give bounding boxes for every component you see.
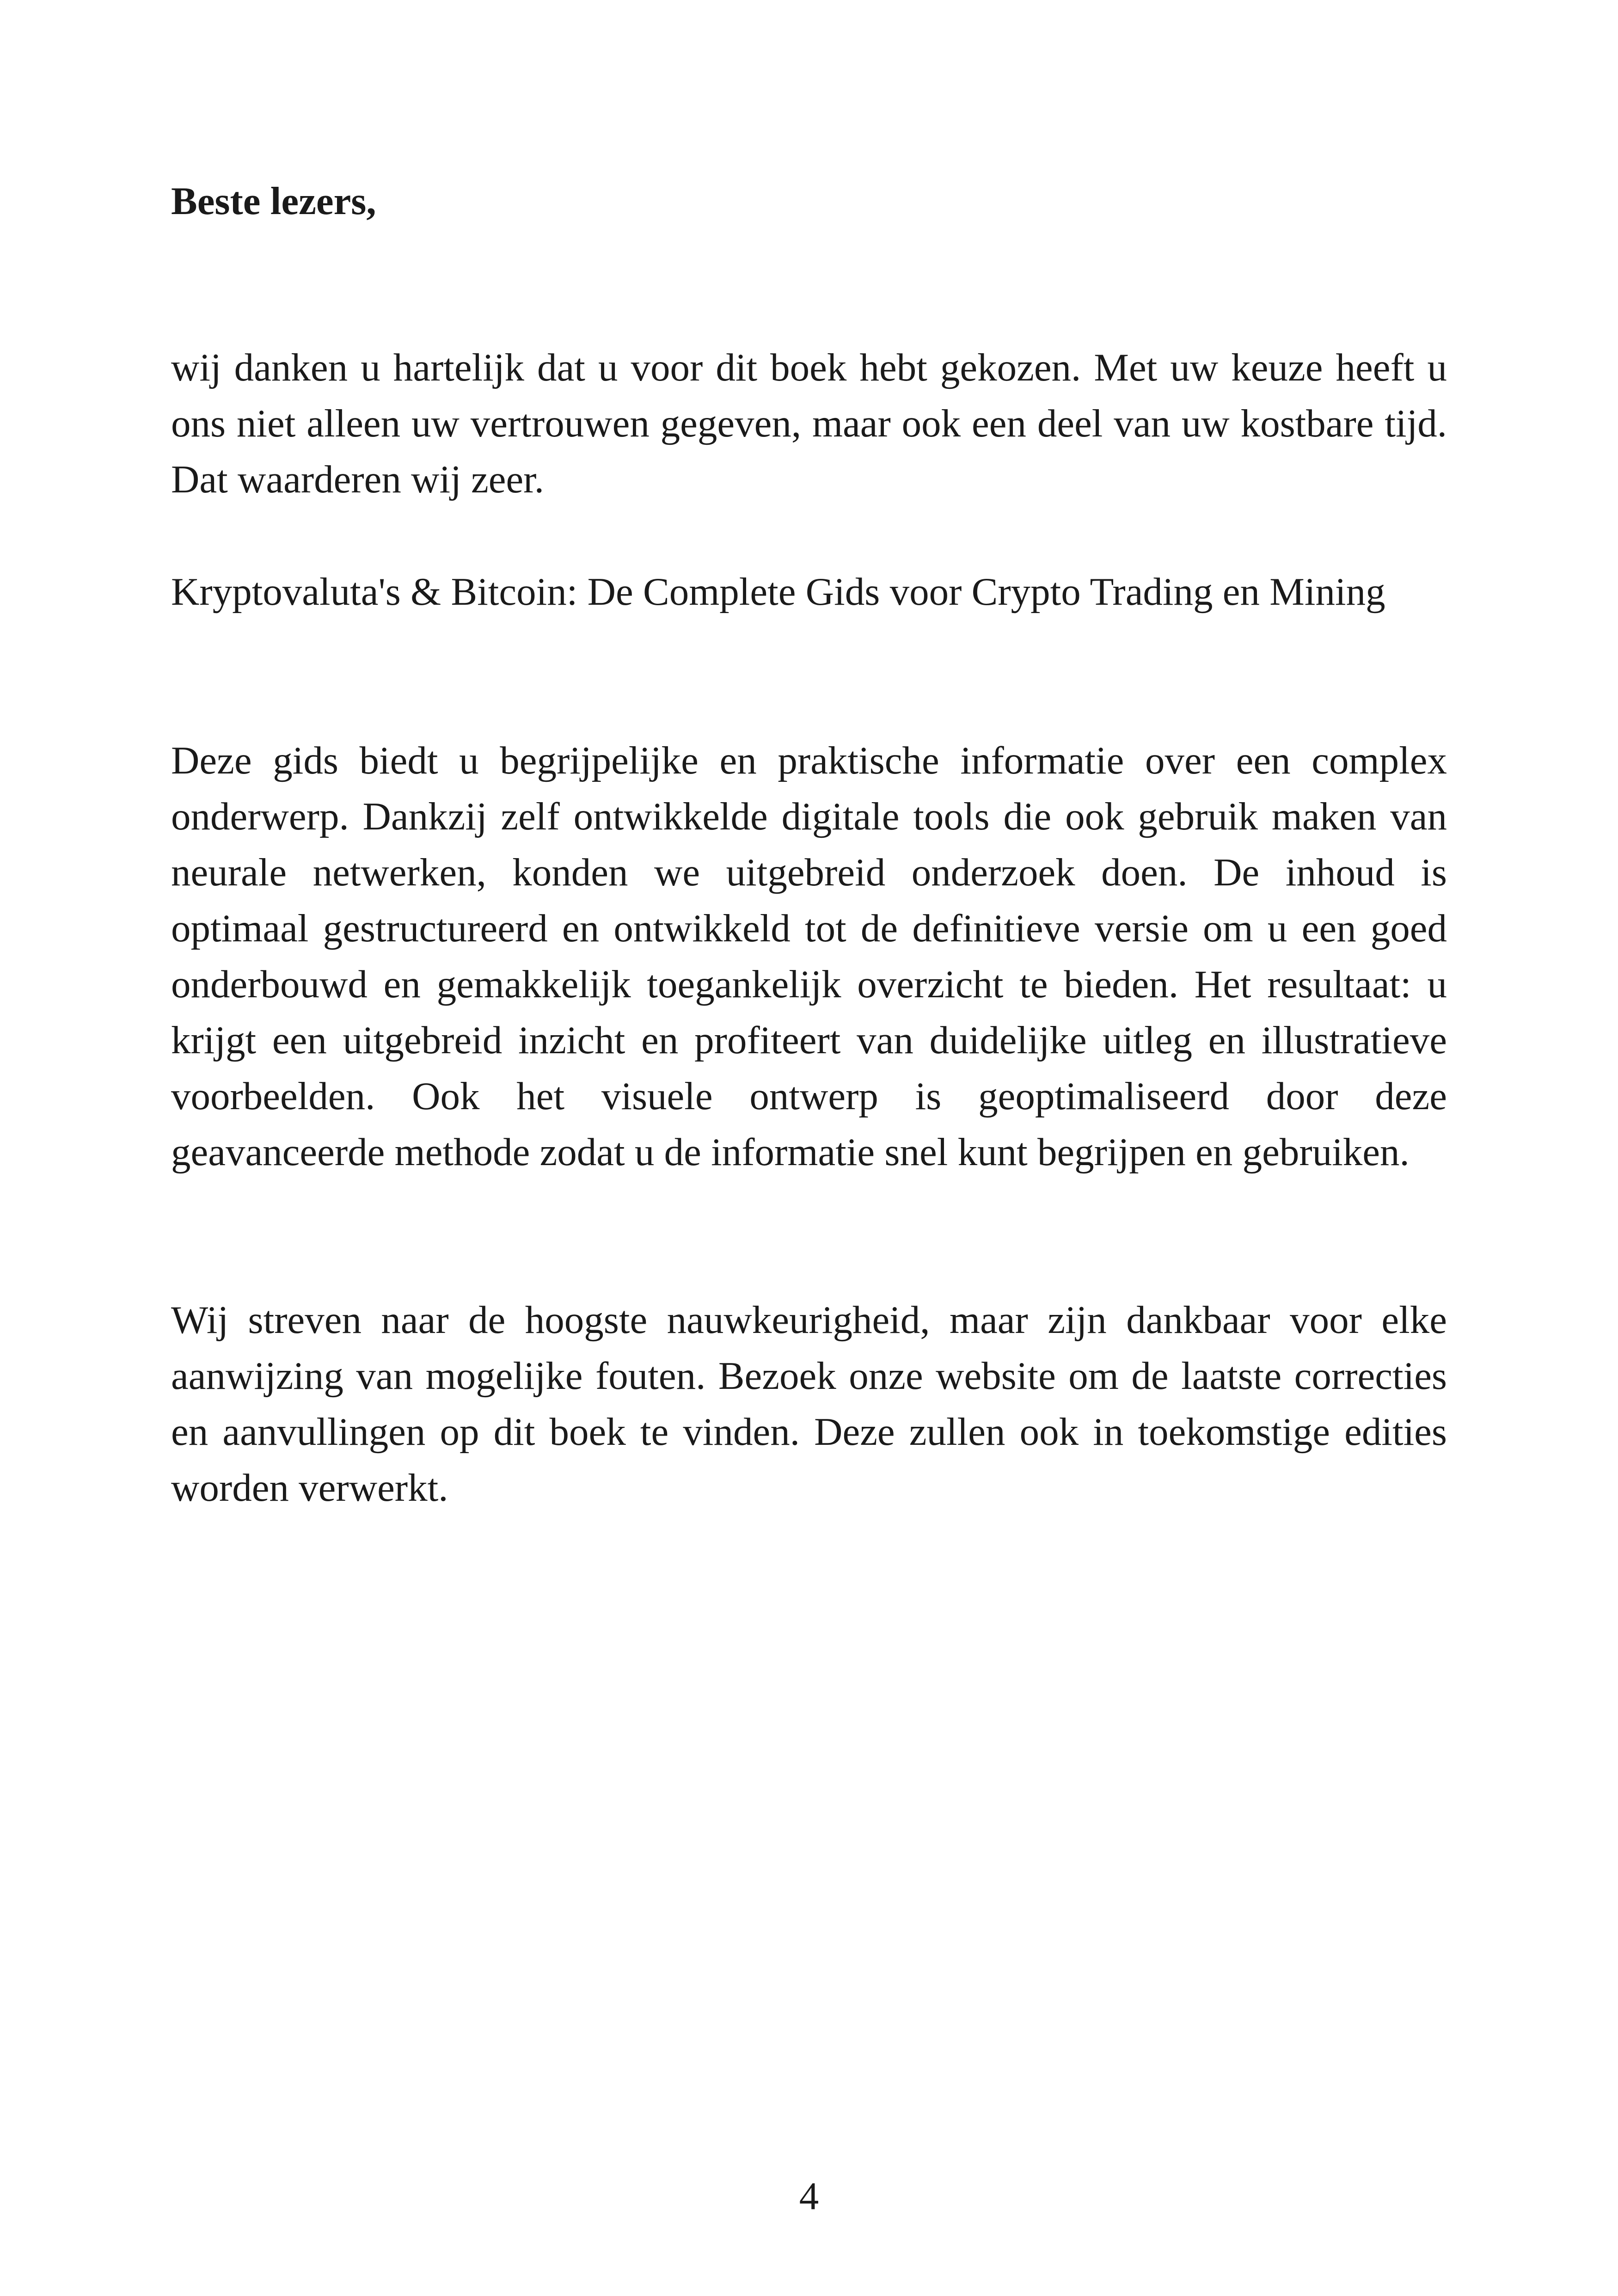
book-title-paragraph: Kryptovaluta's & Bitcoin: De Complete Gids voor Crypto Trading en Mining [171,570,1385,614]
accuracy-paragraph: Wij streven naar de hoogste nauwkeurigheid, maar zijn dankbaar voor elke aanwijzing van mogelijke fouten. Bezoek onze website om de laatste correcties en aanvullingen op dit boek te vinden. Deze zullen ook in toekomstige edities worden verwerkt. [171,1298,1447,1510]
intro-paragraph: wij danken u hartelijk dat u voor dit boek hebt gekozen. Met uw keuze heeft u ons niet alleen uw vertrouwen gegeven, maar ook een deel van uw kostbare tijd. Dat waarderen wij zeer. [171,346,1447,501]
page-number: 4 [799,2174,819,2218]
greeting-heading: Beste lezers, [171,179,376,223]
guide-description-paragraph: Deze gids biedt u begrijpelijke en praktische informatie over een complex onderwerp. Dankzij zelf ontwikkelde digitale tools die ook gebruik maken van neurale netwerken, konden we uitgebreid onderzoek doen. De inhoud is optimaal gestructureerd en ontwikkeld tot de definitieve versie om u een goed onderbouwd en gemakkelijk toegankelijk overzicht te bieden. Het resultaat: u krijgt een uitgebreid inzicht en profiteert van duidelijke uitleg en illustratieve voorbeelden. Ook het visuele ontwerp is geoptimaliseerd door deze geavanceerde methode zodat u de informatie snel kunt begrijpen en gebruiken. [171,739,1447,1174]
